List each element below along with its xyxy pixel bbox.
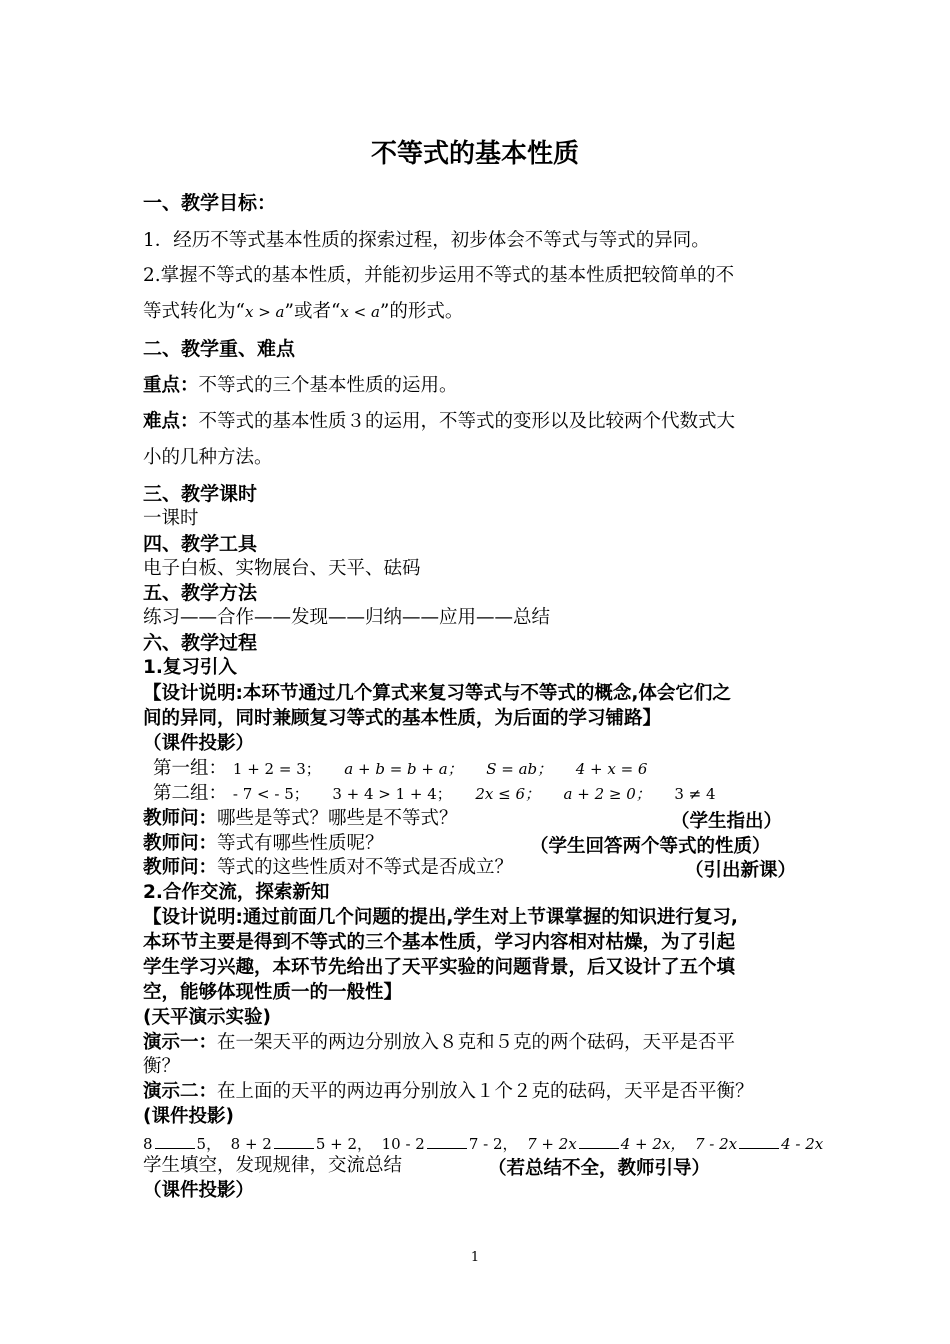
fill-3-left: 10 - 2 xyxy=(381,1135,425,1153)
section-heading-keypoints: 二、教学重、难点 xyxy=(143,338,296,360)
g2-expr-3: 2x ≤ 6； xyxy=(475,785,540,803)
g2-expr-2: 3 + 4 > 1 + 4； xyxy=(332,785,452,803)
fill-1-right: 5， xyxy=(196,1135,222,1153)
tq2-note: （学生回答两个等式的性质） xyxy=(530,836,771,857)
difficulty-text1: 不等式的基本性质３的运用，不等式的变形以及比较两个代数式大 xyxy=(198,411,736,432)
part1-note-line1: 【设计说明:本环节通过几个算式来复习等式与不等式的概念,体会它们之 xyxy=(143,683,731,704)
difficulty-line2: 小的几种方法。 xyxy=(143,447,273,468)
part2-title: 2.合作交流，探索新知 xyxy=(143,882,330,903)
teacher-question-3 xyxy=(143,856,513,880)
tq3-text: 等式的这些性质对不等式是否成立？ xyxy=(217,857,514,878)
g1-expr-3: S = ab； xyxy=(486,760,553,778)
group-1 xyxy=(153,757,647,781)
objective-2-line2 xyxy=(143,300,463,324)
summary-note: （若总结不全，教师引导） xyxy=(488,1158,711,1179)
projection-label-1: （课件投影） xyxy=(143,733,255,754)
objective-2-text-a: 等式转化为“ xyxy=(143,301,245,322)
fill-blank-2[interactable] xyxy=(274,1134,314,1149)
fill-2-left: 8 + 2 xyxy=(230,1135,272,1153)
g2-expr-1: - 7 < - 5； xyxy=(232,785,309,803)
methods-text: 练习——合作——发现——归纳——应用——总结 xyxy=(143,607,551,628)
group-1-label: 第一组： xyxy=(153,758,228,779)
hours-text: 一课时 xyxy=(143,508,199,529)
part2-note-line4: 空，能够体现性质一的一般性】 xyxy=(143,982,403,1003)
section-heading-process: 六、教学过程 xyxy=(143,632,258,654)
objective-2-text-b: ”或者“ xyxy=(284,301,341,322)
demo-1-line2: 衡？ xyxy=(143,1056,181,1077)
page-number: 1 xyxy=(470,1250,480,1265)
demo-1-label: 演示一： xyxy=(143,1032,218,1053)
key-point-text: 不等式的三个基本性质的运用。 xyxy=(198,375,458,396)
demo-1-line1 xyxy=(143,1031,735,1055)
objective-2-text-c: ”的形式。 xyxy=(379,301,464,322)
demo-2-label: 演示二： xyxy=(143,1081,218,1102)
part2-note-line2: 本环节主要是得到不等式的三个基本性质，学习内容相对枯燥，为了引起 xyxy=(143,932,736,953)
math-x-greater-a: x > a xyxy=(244,303,285,321)
fill-blank-5[interactable] xyxy=(739,1134,779,1149)
part2-note-line1: 【设计说明:通过前面几个问题的提出,学生对上节课掌握的知识进行复习, xyxy=(143,907,738,928)
section-heading-tools: 四、教学工具 xyxy=(143,533,258,555)
projection-label-3: （课件投影） xyxy=(143,1180,255,1201)
fill-5-right: 4 - 2x xyxy=(781,1135,824,1153)
g1-expr-1: 1 + 2 = 3； xyxy=(232,760,321,778)
objective-1: 1．经历不等式基本性质的探索过程，初步体会不等式与等式的异同。 xyxy=(143,230,710,251)
g1-expr-2: a + b = b + a； xyxy=(344,760,463,778)
g1-expr-4: 4 + x = 6 xyxy=(575,760,648,778)
section-heading-objectives: 一、教学目标： xyxy=(143,192,277,214)
tq2-label: 教师问： xyxy=(143,833,218,854)
difficulty-line1 xyxy=(143,410,735,434)
section-heading-methods: 五、教学方法 xyxy=(143,582,258,604)
fill-3-right: 7 - 2， xyxy=(468,1135,518,1153)
summary-text: 学生填空，发现规律，交流总结 xyxy=(143,1155,403,1176)
demo-1-text: 在一架天平的两边分别放入８克和５克的两个砝码，天平是否平 xyxy=(217,1032,736,1053)
tq1-note: （学生指出） xyxy=(671,811,783,832)
tq3-label: 教师问： xyxy=(143,857,218,878)
tq1-label: 教师问： xyxy=(143,808,218,829)
part2-note-line3: 学生学习兴趣，本环节先给出了天平实验的问题背景，后又设计了五个填 xyxy=(143,957,736,978)
demo-title: (天平演示实验) xyxy=(143,1007,271,1028)
g2-expr-4: a + 2 ≥ 0； xyxy=(563,785,651,803)
fill-blank-1[interactable] xyxy=(155,1134,195,1149)
fill-in-row xyxy=(143,1132,823,1156)
part1-title: 1.复习引入 xyxy=(143,657,237,678)
teacher-question-2 xyxy=(143,832,384,856)
part1-note-line2: 间的异同，同时兼顾复习等式的基本性质，为后面的学习铺路】 xyxy=(143,708,662,729)
fill-2-right: 5 + 2， xyxy=(315,1135,373,1153)
fill-blank-4[interactable] xyxy=(579,1134,619,1149)
tq1-text: 哪些是等式？哪些是不等式？ xyxy=(217,808,458,829)
page-title: 不等式的基本性质 xyxy=(370,139,579,169)
key-point xyxy=(143,374,458,398)
tools-text: 电子白板、实物展台、天平、砝码 xyxy=(143,558,421,579)
teacher-question-1 xyxy=(143,807,458,831)
g2-expr-5: 3 ≠ 4 xyxy=(674,785,716,803)
fill-1-left: 8 xyxy=(143,1135,153,1153)
objective-2-line1: 2.掌握不等式的基本性质，并能初步运用不等式的基本性质把较简单的不 xyxy=(143,265,735,286)
demo-2 xyxy=(143,1080,754,1104)
fill-4-right: 4 + 2x， xyxy=(620,1135,686,1153)
fill-4-left: 7 + 2x xyxy=(527,1135,577,1153)
group-2-label: 第二组： xyxy=(153,783,228,804)
projection-label-2: (课件投影) xyxy=(143,1106,234,1127)
section-heading-hours: 三、教学课时 xyxy=(143,483,258,505)
group-2 xyxy=(153,782,716,806)
fill-blank-3[interactable] xyxy=(427,1134,467,1149)
demo-2-text: 在上面的天平的两边再分别放入１个２克的砝码，天平是否平衡？ xyxy=(217,1081,754,1102)
math-x-less-a: x < a xyxy=(340,303,380,321)
fill-5-left: 7 - 2x xyxy=(694,1135,738,1153)
tq3-note: （引出新课） xyxy=(685,860,797,881)
key-point-label: 重点： xyxy=(143,375,199,396)
difficulty-label: 难点： xyxy=(143,411,199,432)
tq2-text: 等式有哪些性质呢？ xyxy=(217,833,384,854)
